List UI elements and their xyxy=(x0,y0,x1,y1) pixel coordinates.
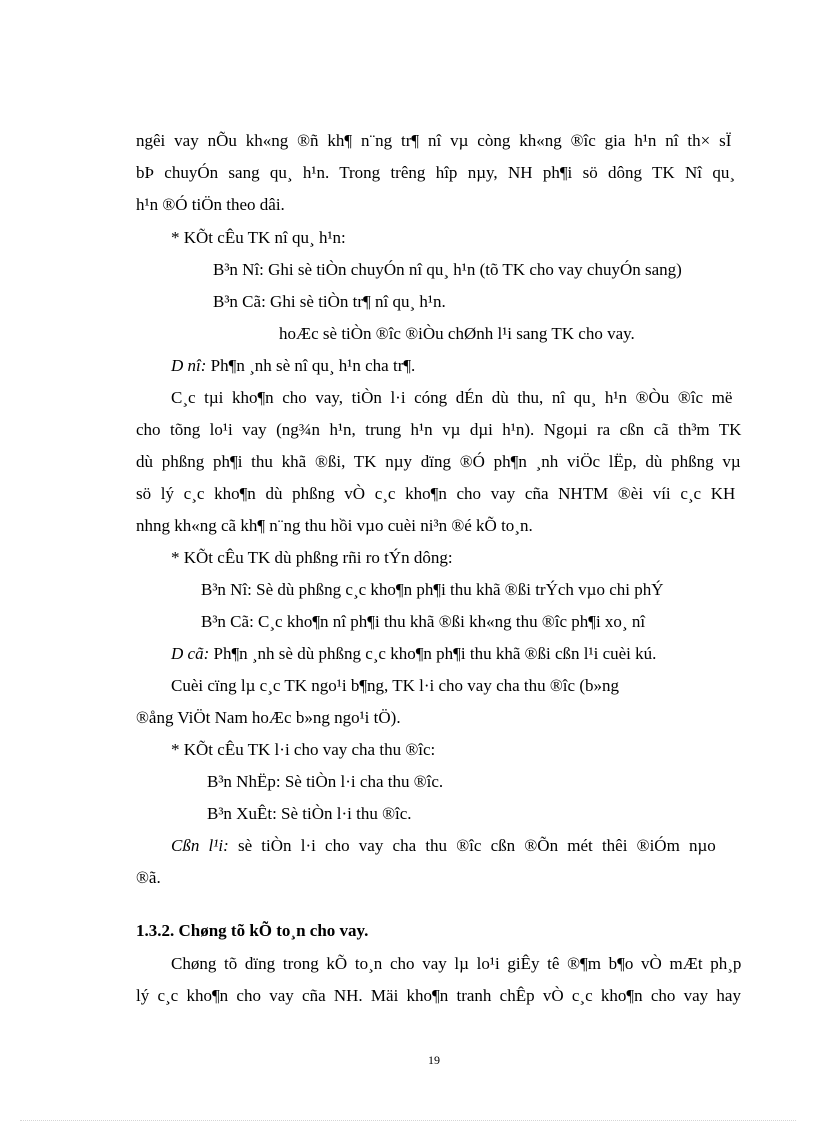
text-segment: B³n Cã: C¸c kho¶n nî ph¶i thu khã ®ßi kh«ng thu ®îc ph¶i xo¸ nî xyxy=(201,612,646,631)
text-line xyxy=(136,162,735,184)
text-segment: Ph¶n ¸nh sè nî qu¸ h¹n cha tr¶. xyxy=(206,356,416,375)
text-line xyxy=(136,419,741,441)
text-segment: * KÕt cÊu TK dù phßng rñi ro tÝn dông: xyxy=(171,548,453,567)
text-segment: B³n Nî: Ghi sè tiÒn chuyÓn nî qu¸ h¹n (tõ TK cho vay chuyÓn sang) xyxy=(213,260,682,279)
text-segment: B³n Cã: Ghi sè tiÒn tr¶ nî qu¸ h¹n. xyxy=(213,292,446,311)
text-line xyxy=(136,985,741,1007)
text-line xyxy=(136,707,401,729)
text-line xyxy=(136,867,161,889)
text-line xyxy=(201,611,645,633)
text-line xyxy=(171,739,435,761)
text-line xyxy=(171,835,716,857)
text-line xyxy=(279,323,635,345)
text-line xyxy=(136,194,285,216)
text-segment: sè tiÒn l·i cho vay cha thu ®îc cßn ®Õn mét thêi ®iÓm nµo xyxy=(228,836,716,855)
text-line xyxy=(136,130,731,152)
text-segment: ngêi vay nÕu kh«ng ®ñ kh¶ n¨ng tr¶ nî vµ còng kh«ng ®îc gia h¹n nî th× sÏ xyxy=(136,131,732,150)
text-line xyxy=(207,803,412,825)
section-heading xyxy=(136,920,368,942)
text-segment: B³n NhËp: Sè tiÒn l·i cha thu ®îc. xyxy=(207,772,444,791)
text-segment: ®ång ViÖt Nam hoÆc b»ng ngo¹i tÖ). xyxy=(136,708,401,727)
text-segment: 1.3.2. Chøng tõ kÕ to¸n cho vay. xyxy=(136,921,369,940)
text-line xyxy=(136,451,741,473)
text-segment: lý c¸c kho¶n cho vay cña NH. Mäi kho¶n tranh chÊp vÒ c¸c kho¶n cho vay hay xyxy=(136,986,741,1005)
page-bottom-edge xyxy=(20,1120,796,1121)
text-segment: * KÕt cÊu TK nî qu¸ h¹n: xyxy=(171,228,346,247)
text-segment: dù phßng ph¶i thu khã ®ßi, TK nµy dïng ®Ó ph¶n ¸nh viÖc lËp, dù phßng vµ xyxy=(136,452,741,471)
text-line xyxy=(171,643,656,665)
italic-label: Cßn l¹i: xyxy=(171,836,229,855)
text-segment: cho tõng lo¹i vay (ng¾n h¹n, trung h¹n vµ dµi h¹n). Ngoµi ra cßn cã th³m TK xyxy=(136,420,742,439)
text-segment: Chøng tõ dïng trong kÕ to¸n cho vay lµ lo¹i giÊy tê ®¶m b¶o vÒ mÆt ph¸p xyxy=(171,954,742,973)
text-segment: B³n XuÊt: Sè tiÒn l·i thu ®îc. xyxy=(207,804,412,823)
text-segment: B³n Nî: Sè dù phßng c¸c kho¶n ph¶i thu khã ®ßi trÝch vµo chi phÝ xyxy=(201,580,664,599)
text-line xyxy=(171,387,732,409)
text-segment: ®ã. xyxy=(136,868,161,887)
text-line xyxy=(136,515,533,537)
text-line xyxy=(171,227,346,249)
italic-label: D cã: xyxy=(171,644,210,663)
text-line xyxy=(213,259,682,281)
text-segment: Ph¶n ¸nh sè dù phßng c¸c kho¶n ph¶i thu khã ®ßi cßn l¹i cuèi kú. xyxy=(209,644,657,663)
text-line xyxy=(171,675,619,697)
text-line xyxy=(213,291,446,313)
italic-label: D nî: xyxy=(171,356,207,375)
page-number: 19 xyxy=(428,1053,440,1067)
text-segment: bÞ chuyÓn sang qu¸ h¹n. Trong trêng hîp nµy, NH ph¶i sö dông TK Nî qu¸ xyxy=(136,163,735,182)
text-segment: Cuèi cïng lµ c¸c TK ngo¹i b¶ng, TK l·i cho vay cha thu ®îc (b»ng xyxy=(171,676,619,695)
text-segment: C¸c tµi kho¶n cho vay, tiÒn l·i cóng dÉn dù thu, nî qu¸ h¹n ®Òu ®îc më xyxy=(171,388,733,407)
text-segment: hoÆc sè tiÒn ®îc ®iÒu chØnh l¹i sang TK cho vay. xyxy=(279,324,635,343)
text-segment: sö lý c¸c kho¶n dù phßng vÒ c¸c kho¶n cho vay cña NHTM ®èi víi c¸c KH xyxy=(136,484,736,503)
text-line xyxy=(207,771,443,793)
text-segment: h¹n ®Ó tiÖn theo dâi. xyxy=(136,195,285,214)
text-line xyxy=(201,579,664,601)
text-segment: * KÕt cÊu TK l·i cho vay cha thu ®îc: xyxy=(171,740,436,759)
text-line xyxy=(171,355,415,377)
text-line xyxy=(136,483,735,505)
text-segment: nhng kh«ng cã kh¶ n¨ng thu hồi vµo cuèi ni³n ®é kÕ to¸n. xyxy=(136,516,533,535)
text-line xyxy=(171,953,741,975)
text-line xyxy=(171,547,453,569)
